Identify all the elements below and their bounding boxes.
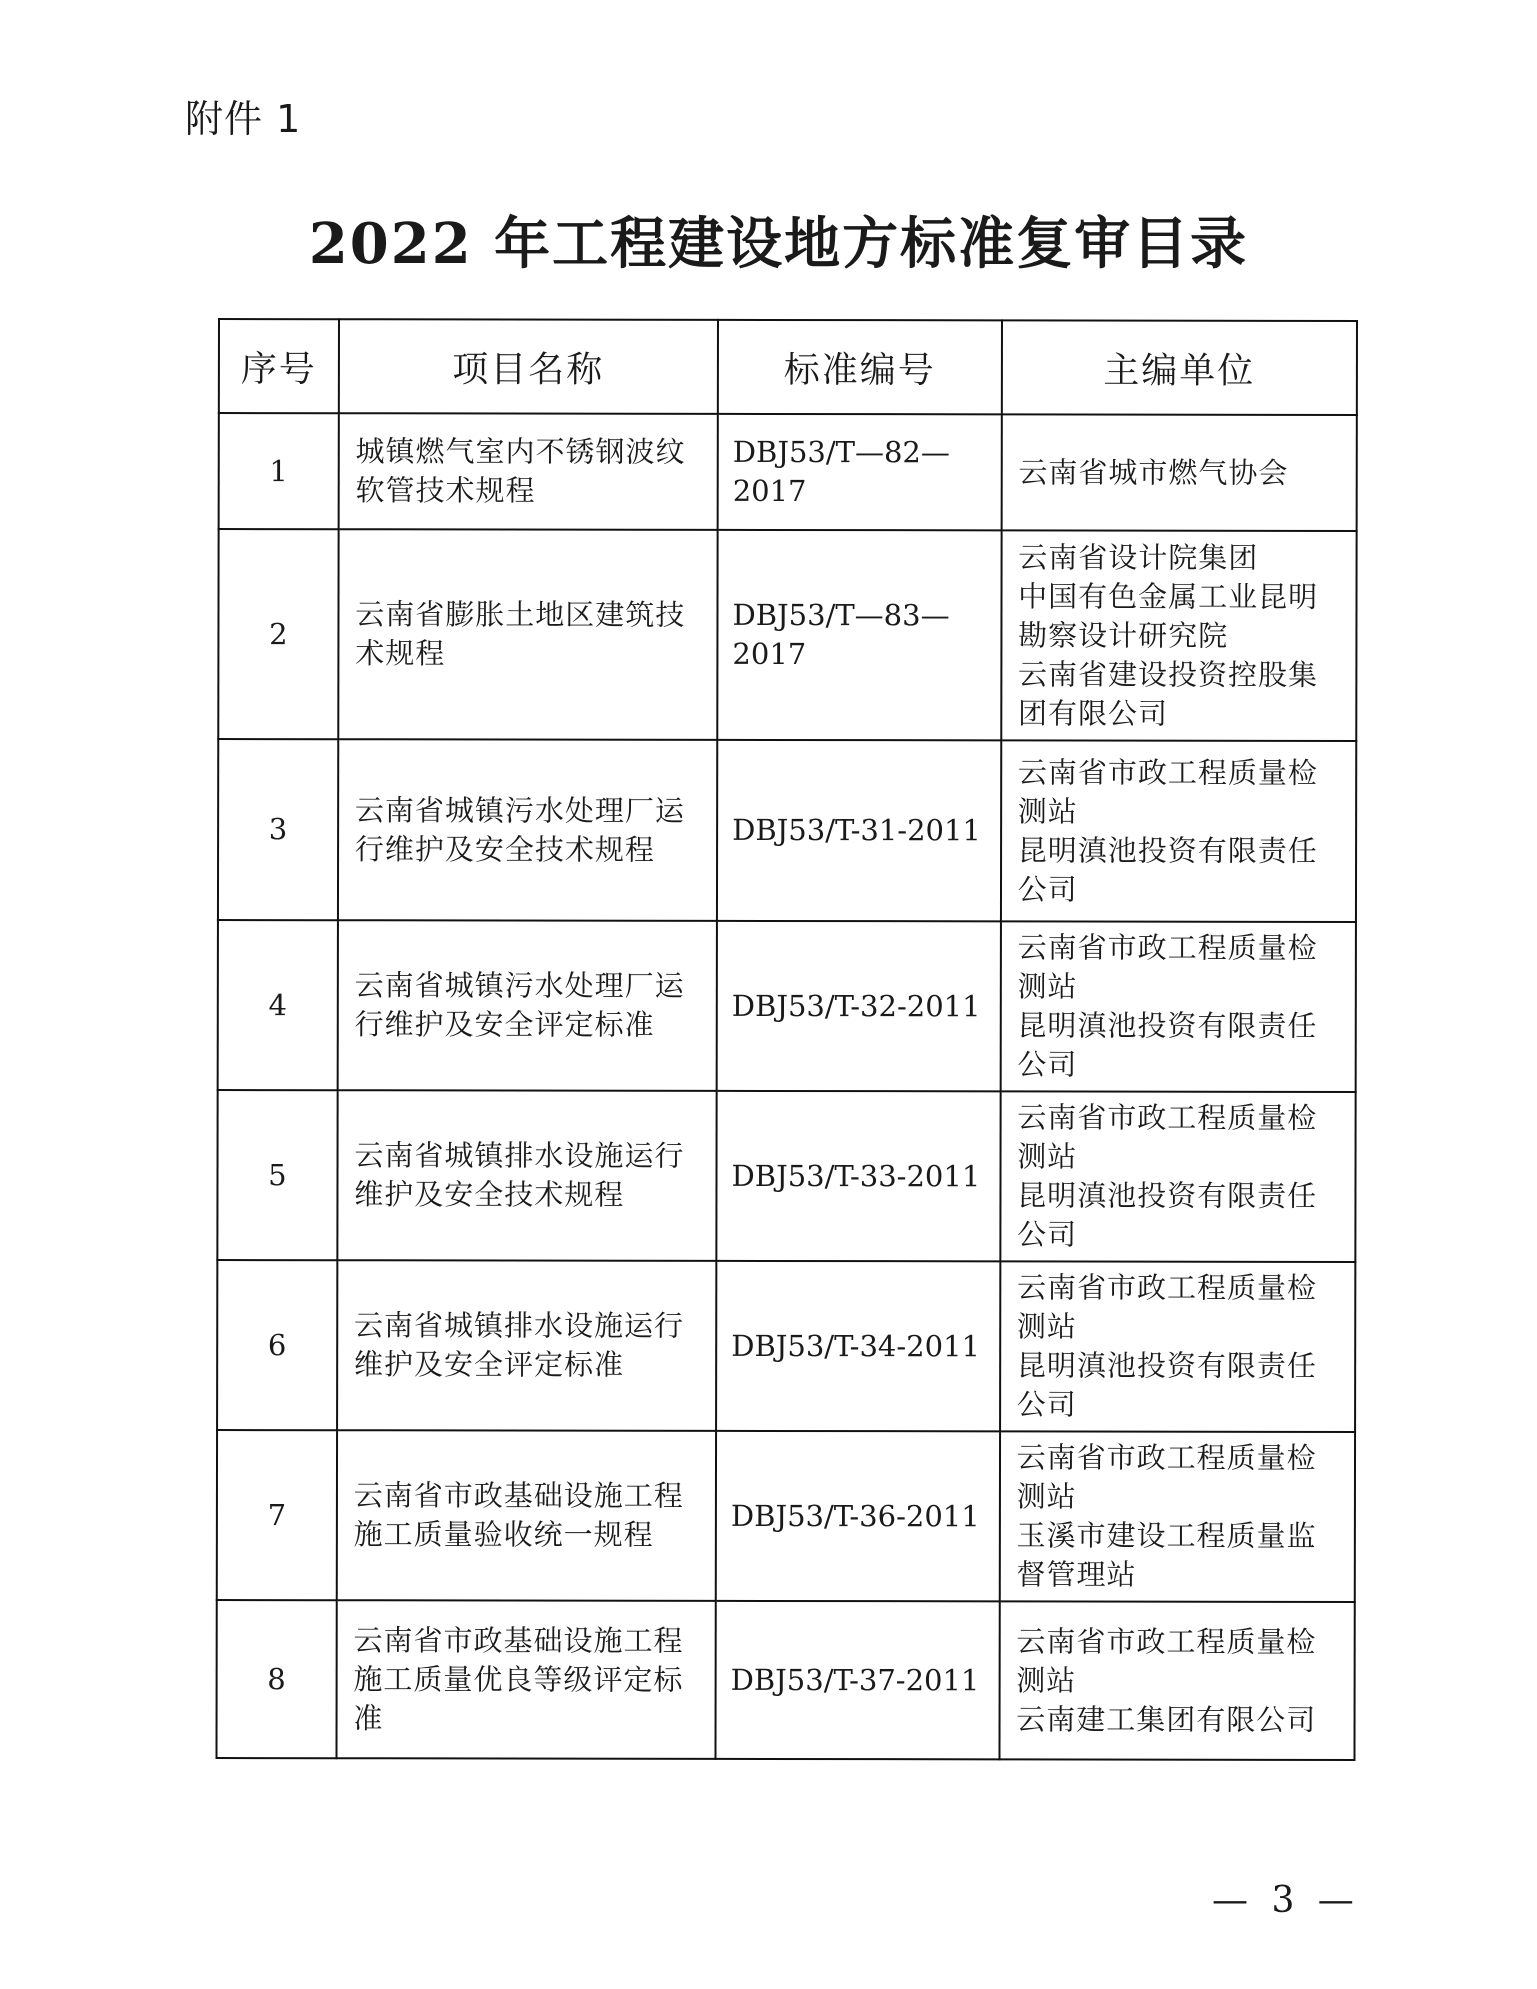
standard-code: DBJ53/T-34-2011 — [716, 1261, 1000, 1431]
page-number: — 3 — — [1212, 1880, 1360, 1921]
project-name: 云南省城镇排水设施运行维护及安全技术规程 — [337, 1090, 717, 1261]
standard-code: DBJ53/T-36-2011 — [716, 1431, 1000, 1601]
row-number: 2 — [218, 529, 338, 739]
table-row — [218, 529, 1356, 741]
editor-orgs — [999, 1601, 1355, 1760]
org-name: 昆明滇池投资有限责任公司 — [1017, 832, 1318, 907]
org-name: 云南省设计院集团 — [1018, 539, 1259, 575]
col-header-code: 标准编号 — [718, 320, 1002, 414]
editor-orgs — [1000, 921, 1356, 1092]
org-name: 云南省市政工程质量检测站 — [1016, 1623, 1317, 1698]
editor-orgs — [1001, 414, 1357, 531]
editor-orgs — [1000, 1261, 1356, 1432]
col-header-org: 主编单位 — [1002, 320, 1357, 415]
project-name: 云南省市政基础设施工程施工质量验收统一规程 — [337, 1430, 717, 1601]
org-name: 昆明滇池投资有限责任公司 — [1016, 1348, 1317, 1422]
project-name: 城镇燃气室内不锈钢波纹软管技术规程 — [338, 413, 717, 530]
row-number: 7 — [217, 1430, 337, 1600]
org-name: 云南省市政工程质量检测站 — [1017, 754, 1318, 829]
table-header-row — [219, 319, 1357, 415]
row-number: 6 — [217, 1260, 337, 1430]
standard-code: DBJ53/T-37-2011 — [716, 1601, 1000, 1759]
table-row — [218, 739, 1356, 922]
standard-code: DBJ53/T—82—2017 — [718, 414, 1002, 530]
project-name: 云南省膨胀土地区建筑技术规程 — [338, 529, 718, 740]
col-header-name: 项目名称 — [339, 319, 718, 414]
table-row — [217, 1260, 1355, 1432]
row-number: 5 — [217, 1090, 337, 1260]
table-row — [217, 1090, 1355, 1262]
org-name: 云南建工集团有限公司 — [1016, 1701, 1317, 1737]
standard-code: DBJ53/T—83—2017 — [717, 530, 1001, 740]
col-header-no: 序号 — [219, 319, 339, 413]
editor-orgs — [1001, 530, 1357, 741]
page-title: 2022 年工程建设地方标准复审目录 — [308, 211, 1249, 277]
attachment-label: 附件 1 — [185, 97, 302, 141]
org-name: 中国有色金属工业昆明勘察设计研究院 — [1018, 578, 1319, 653]
standard-code: DBJ53/T-32-2011 — [717, 921, 1001, 1091]
row-number: 4 — [218, 920, 338, 1090]
standard-code: DBJ53/T-33-2011 — [716, 1091, 1000, 1261]
editor-orgs — [1001, 740, 1357, 922]
row-number: 1 — [219, 413, 339, 529]
table-row — [218, 920, 1356, 1092]
org-name: 云南省城市燃气协会 — [1018, 454, 1289, 490]
org-name: 云南省市政工程质量检测站 — [1016, 1270, 1318, 1344]
row-number: 8 — [216, 1600, 336, 1758]
standard-code: DBJ53/T-31-2011 — [717, 740, 1001, 921]
row-number: 3 — [218, 739, 338, 920]
table-row — [217, 1430, 1355, 1602]
project-name: 云南省城镇污水处理厂运行维护及安全评定标准 — [337, 920, 717, 1091]
project-name: 云南省城镇污水处理厂运行维护及安全技术规程 — [338, 739, 718, 921]
project-name: 云南省市政基础设施工程施工质量优良等级评定标准 — [336, 1600, 715, 1759]
org-name: 云南省市政工程质量检测站 — [1017, 930, 1318, 1004]
org-name: 云南省建设投资控股集团有限公司 — [1017, 656, 1319, 731]
org-name: 云南省市政工程质量检测站 — [1017, 1100, 1318, 1174]
org-name: 昆明滇池投资有限责任公司 — [1017, 1178, 1318, 1252]
editor-orgs — [1000, 1091, 1356, 1262]
org-name: 玉溪市建设工程质量监督管理站 — [1016, 1518, 1317, 1592]
project-name: 云南省城镇排水设施运行维护及安全评定标准 — [337, 1260, 717, 1431]
table-row — [219, 413, 1357, 531]
org-name: 昆明滇池投资有限责任公司 — [1017, 1008, 1318, 1082]
editor-orgs — [999, 1431, 1355, 1602]
table-row — [216, 1600, 1354, 1760]
org-name: 云南省市政工程质量检测站 — [1016, 1440, 1317, 1514]
standards-table — [215, 318, 1358, 1761]
